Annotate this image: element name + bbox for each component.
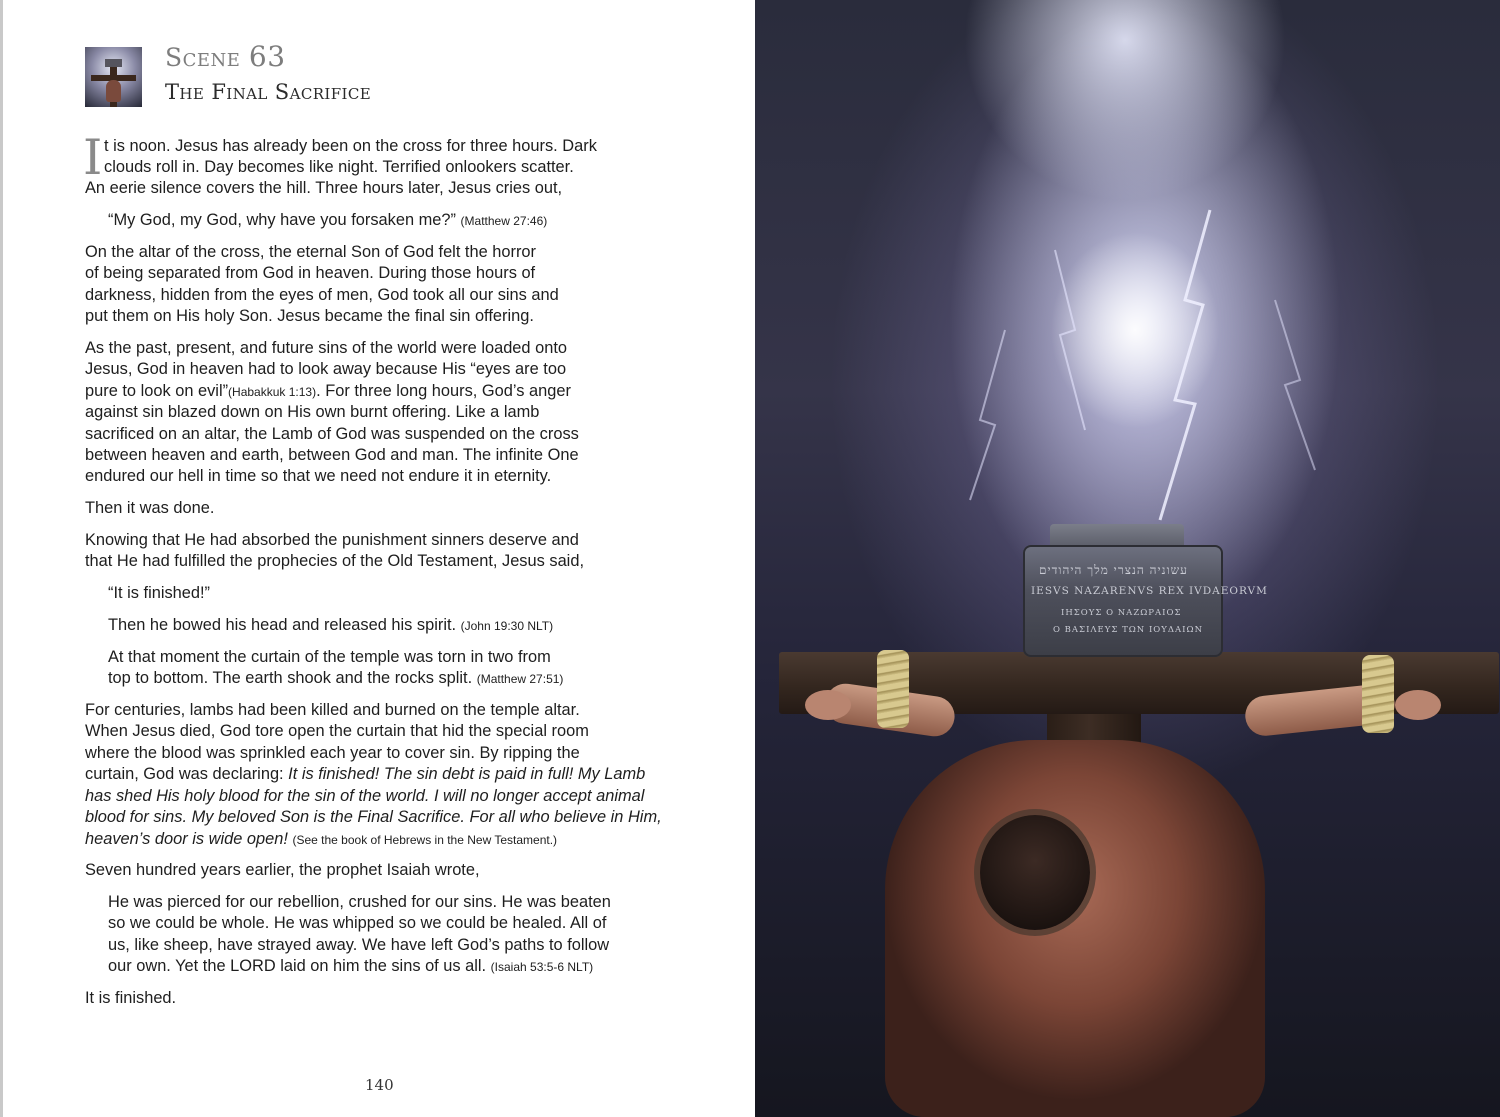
- quote-4-reference: (Matthew 27:51): [476, 672, 564, 686]
- paragraph-6-line-7: [85, 829, 685, 851]
- quote-1-reference: (Matthew 27:46): [460, 214, 548, 228]
- paragraph-3-line-7: endured our hell in time so that we need not endure it in eternity.: [85, 467, 552, 485]
- paragraph-6-line-4: [85, 764, 685, 785]
- habakkuk-reference: (Habakkuk 1:13): [228, 385, 317, 399]
- quote-5-line-1: He was pierced for our rebellion, crushed for our sins. He was beaten: [108, 893, 611, 911]
- paragraph-5-line-2: that He had fulfilled the prophecies of the Old Testament, Jesus said,: [85, 552, 584, 570]
- paragraph-6-line-4-start: curtain, God was declaring:: [85, 765, 289, 783]
- paragraph-8: It is finished.: [85, 989, 177, 1007]
- scene-title: The Final Sacrifice: [165, 80, 372, 104]
- paragraph-3-line-3: [85, 381, 685, 403]
- scene-thumbnail: [85, 47, 142, 107]
- quote-5-line-4: [108, 956, 708, 978]
- paragraph-3-line-2: Jesus, God in heaven had to look away because His “eyes are too: [85, 360, 567, 378]
- thumbnail-sign: [105, 59, 122, 67]
- paragraph-1-line-3: An eerie silence covers the hill. Three hours later, Jesus cries out,: [85, 179, 563, 197]
- paragraph-6-line-4-italic: It is finished! The sin debt is paid in full! My Lamb: [288, 765, 646, 783]
- quote-2: “It is finished!”: [108, 584, 211, 602]
- paragraph-2-line-1: On the altar of the cross, the eternal Son of God felt the horror: [85, 243, 536, 261]
- paragraph-3-line-3-end: . For three long hours, God’s anger: [316, 382, 571, 400]
- paragraph-3-line-5: sacrificed on an altar, the Lamb of God was suspended on the cross: [85, 425, 579, 443]
- quote-4-line-2-text: top to bottom. The earth shook and the rocks split.: [108, 669, 473, 687]
- quote-5-line-4-text: our own. Yet the LORD laid on him the sins of us all.: [108, 957, 487, 975]
- quote-4-line-1: At that moment the curtain of the temple was torn in two from: [108, 648, 551, 666]
- paragraph-2-line-3: darkness, hidden from the eyes of men, God took all our sins and: [85, 286, 559, 304]
- paragraph-2-line-4: put them on His holy Son. Jesus became the final sin offering.: [85, 307, 534, 325]
- quote-1-text: “My God, my God, why have you forsaken me?”: [108, 211, 456, 229]
- titulus-line-latin: IESVS NAZARENVS REX IVDAEORVM: [1031, 585, 1268, 597]
- quote-5-line-2: so we could be whole. He was whipped so we could be healed. All of: [108, 914, 607, 932]
- quote-3-text: Then he bowed his head and released his spirit.: [108, 616, 457, 634]
- paragraph-3-line-1: As the past, present, and future sins of the world were loaded onto: [85, 339, 567, 357]
- scene-label: [165, 40, 286, 73]
- paragraph-6-line-3: where the blood was sprinkled each year to cover sin. By ripping the: [85, 744, 580, 762]
- paragraph-6-line-5: has shed His holy blood for the sin of the world. I will no longer accept animal: [85, 787, 645, 805]
- paragraph-3-line-3-start: pure to look on evil”: [85, 382, 229, 400]
- quote-5-line-3: us, like sheep, have strayed away. We have left God’s paths to follow: [108, 936, 610, 954]
- paragraph-6-line-1: For centuries, lambs had been killed and burned on the temple altar.: [85, 701, 580, 719]
- paragraph-6-line-6: blood for sins. My beloved Son is the Final Sacrifice. For all who believe in Him,: [85, 808, 662, 826]
- drop-cap: I: [83, 129, 103, 186]
- paragraph-3-line-4: against sin blazed down on His own burnt offering. Like a lamb: [85, 403, 540, 421]
- quote-4-line-2: [108, 668, 708, 690]
- titulus-line-greek-1: ΙΗΣΟΥΣ Ο ΝΑΖΩΡΑΙΟΣ: [1061, 608, 1182, 618]
- titulus-sign: [1023, 545, 1268, 657]
- figure-head-crown-of-thorns: [980, 815, 1090, 930]
- paragraph-4: Then it was done.: [85, 499, 215, 517]
- figure-torso: [885, 740, 1265, 1117]
- paragraph-6-line-7-italic: heaven’s door is wide open!: [85, 830, 288, 848]
- left-hand: [805, 690, 851, 720]
- scene-number: 63: [248, 40, 286, 73]
- right-hand: [1395, 690, 1441, 720]
- quote-3-reference: (John 19:30 NLT): [460, 619, 554, 633]
- right-rope: [1362, 655, 1394, 733]
- paragraph-6-line-2: When Jesus died, God tore open the curtain that hid the special room: [85, 722, 589, 740]
- hebrews-reference: (See the book of Hebrews in the New Testament.): [292, 833, 558, 847]
- titulus-line-hebrew: עשוניה הנצרי מלך היהודים: [1039, 563, 1188, 577]
- titulus-line-greek-2: Ο ΒΑΣΙΛΕΥΣ ΤΩΝ ΙΟΥΔΑΙΩΝ: [1053, 625, 1204, 635]
- paragraph-2-line-2: of being separated from God in heaven. During those hours of: [85, 264, 536, 282]
- crucifixion-illustration: [755, 0, 1500, 1117]
- left-rope: [877, 650, 909, 728]
- quote-3: [108, 615, 708, 637]
- page-number: 140: [365, 1076, 394, 1094]
- quote-1: [108, 210, 708, 232]
- paragraph-7: Seven hundred years earlier, the prophet Isaiah wrote,: [85, 861, 480, 879]
- paragraph-1-line-1: t is noon. Jesus has already been on the cross for three hours. Dark: [104, 137, 597, 155]
- thumbnail-figure: [106, 80, 121, 102]
- paragraph-3-line-6: between heaven and earth, between God and man. The infinite One: [85, 446, 579, 464]
- isaiah-reference: (Isaiah 53:5-6 NLT): [490, 960, 594, 974]
- scene-word: Scene: [165, 43, 241, 72]
- paragraph-5-line-1: Knowing that He had absorbed the punishment sinners deserve and: [85, 531, 579, 549]
- paragraph-1-line-2: clouds roll in. Day becomes like night. Terrified onlookers scatter.: [104, 158, 574, 176]
